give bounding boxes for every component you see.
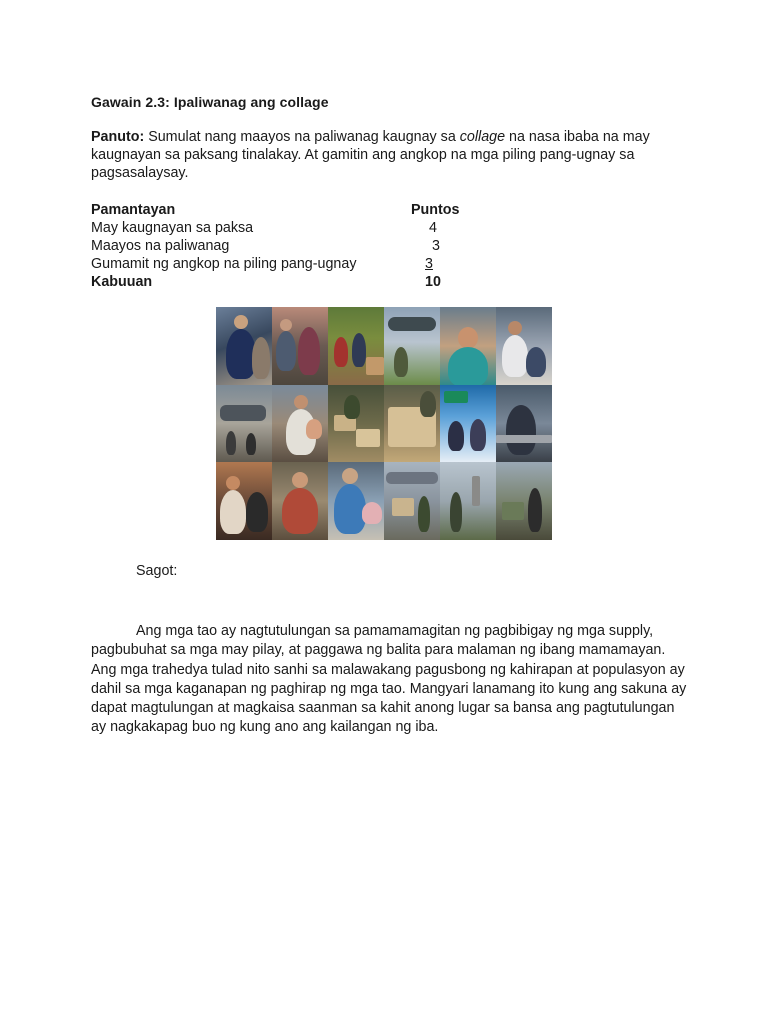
collage-photo (384, 385, 440, 463)
rubric-header-criteria: Pamantayan (91, 202, 176, 218)
answer-paragraph (91, 622, 691, 738)
instructions-paragraph (91, 128, 671, 182)
collage-photo (328, 307, 384, 385)
photo-collage (216, 307, 552, 540)
collage-photo (216, 462, 272, 540)
collage-photo (496, 307, 552, 385)
answer-text: Ang mga tao ay nagtutulungan sa pamamamagitan ng pagbibigay ng mga supply, pagbubuhat sa mga may pilay, at paggawa ng balita para malaman ng ibang mamamayan. Ang mga trahedya tulad nito sanhi sa malawakang pagusbong ng kahirapan at populasyon ay dahil sa mga kaganapan ng paghirap ng mga tao. Mangyari lanamang ito kung ang sakuna ay dapat magtulungan at magkaisa saanman sa kahit anong lugar sa bansa ang pagtutulungan ay nagkakapag buo ng kung ano ang kailangan ng iba. (91, 623, 687, 736)
collage-photo (440, 307, 496, 385)
collage-photo (440, 462, 496, 540)
instructions-text-after: na nasa ibaba na may kaugnayan sa paksang tinalakay. At gamitin ang angkop na mga piling pang-ugnay sa pagsasalaysay. (91, 129, 650, 181)
collage-photo (440, 385, 496, 463)
collage-photo (328, 385, 384, 463)
rubric-row (91, 255, 511, 273)
rubric-header-row (91, 201, 511, 219)
collage-photo (496, 385, 552, 463)
rubric-row (91, 237, 511, 255)
collage-photo (272, 307, 328, 385)
rubric-criteria: May kaugnayan sa paksa (91, 220, 254, 236)
rubric-points: 4 (429, 220, 437, 236)
collage-photo (328, 462, 384, 540)
instructions-label: Panuto: (91, 129, 145, 145)
collage-photo (496, 462, 552, 540)
instructions-text-before: Sumulat nang maayos na paliwanag kaugnay sa (144, 129, 460, 145)
rubric-total-label: Kabuuan (91, 274, 153, 290)
collage-photo (384, 462, 440, 540)
collage-photo (384, 307, 440, 385)
rubric-total-row (91, 273, 511, 291)
activity-title: Gawain 2.3: Ipaliwanag ang collage (91, 94, 329, 110)
rubric-criteria: Gumamit ng angkop na piling pang-ugnay (91, 256, 357, 272)
rubric-header-points: Puntos (411, 202, 460, 218)
collage-photo (272, 385, 328, 463)
answer-label: Sagot: (136, 563, 178, 579)
rubric-table (91, 201, 511, 291)
collage-photo (216, 307, 272, 385)
rubric-row (91, 219, 511, 237)
rubric-points: 3 (432, 238, 440, 254)
rubric-total-points: 10 (425, 274, 441, 290)
collage-photo (272, 462, 328, 540)
rubric-criteria: Maayos na paliwanag (91, 238, 230, 254)
collage-photo (216, 385, 272, 463)
instructions-italic-word: collage (459, 129, 506, 145)
rubric-points: 3 (425, 256, 433, 272)
